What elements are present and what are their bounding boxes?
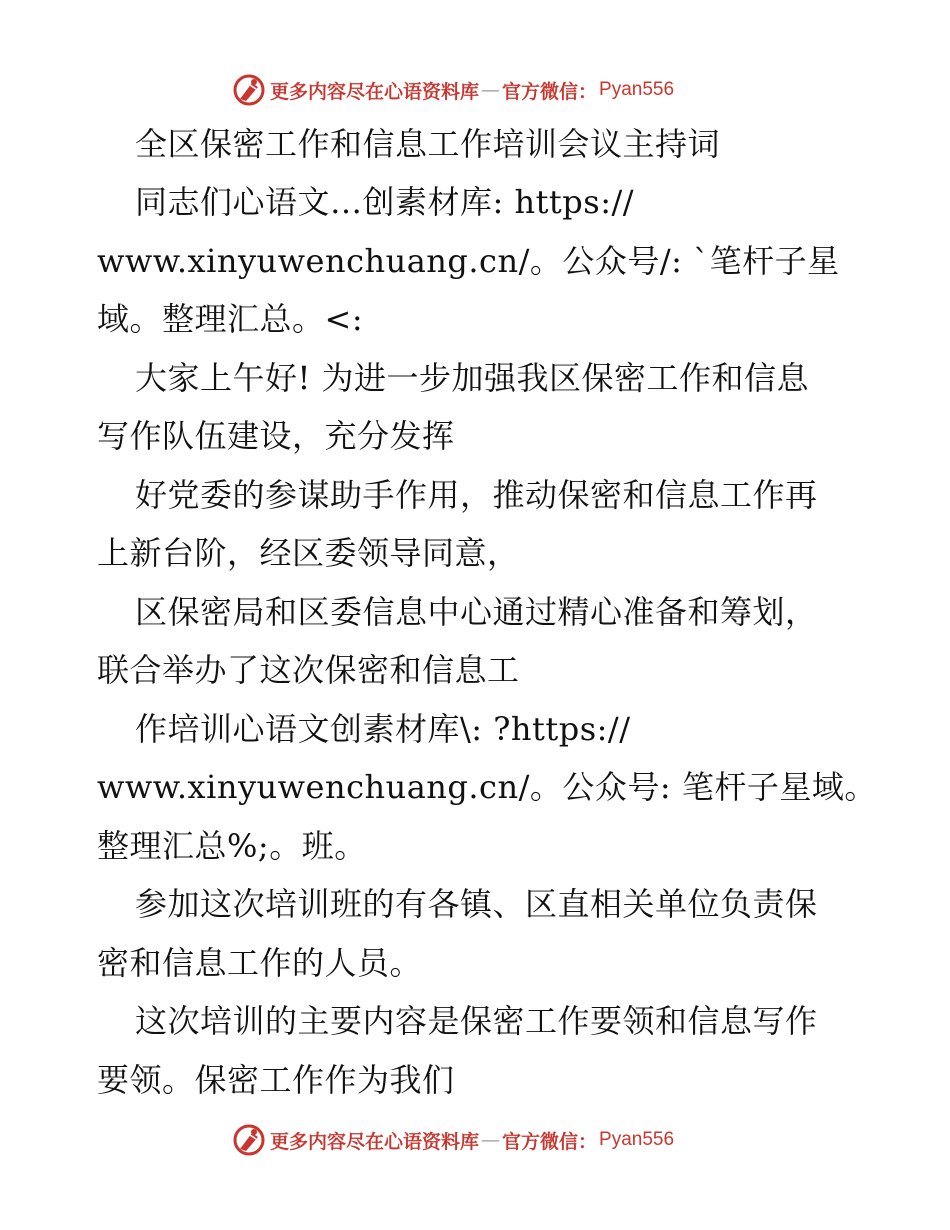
footer-watermark xyxy=(232,1123,712,1157)
text-line: 参加这次培训班的有各镇、区直相关单位负责保 xyxy=(135,885,818,923)
watermark-wechat-label: 官方微信： xyxy=(502,1130,598,1153)
watermark-separator: — xyxy=(481,1129,501,1151)
text-line: www.xinyuwenchuang.cn/。公众号/: `笔杆子星 xyxy=(97,242,840,280)
text-line: 区保密局和区委信息中心通过精心准备和筹划， xyxy=(135,593,818,631)
watermark-wechat-label: 官方微信： xyxy=(502,80,598,103)
text-line: 要领。保密工作作为我们 xyxy=(97,1061,455,1099)
pen-nib-logo-icon xyxy=(232,73,266,107)
text-line: 上新台阶，经区委领导同意， xyxy=(97,534,520,572)
text-line: 写作队伍建设，充分发挥 xyxy=(97,417,455,455)
text-line: 同志们心语文…创素材库: https:// xyxy=(135,183,635,221)
text-line: 联合举办了这次保密和信息工 xyxy=(97,651,520,689)
watermark-wechat-id: Pyan556 xyxy=(599,79,675,100)
text-line: 作培训心语文创素材库\: ?https:// xyxy=(135,710,631,748)
text-line: 密和信息工作的人员。 xyxy=(97,944,423,982)
document-title: 全区保密工作和信息工作培训会议主持词 xyxy=(135,125,721,163)
text-line: 域。整理汇总。<: xyxy=(97,300,364,338)
text-line: 这次培训的主要内容是保密工作要领和信息写作 xyxy=(135,1002,818,1040)
text-line: www.xinyuwenchuang.cn/。公众号: 笔杆子星域。 xyxy=(97,768,877,806)
text-line: 整理汇总%;。班。 xyxy=(97,827,367,865)
watermark-main-text: 更多内容尽在心语资料库 xyxy=(270,1130,480,1153)
pen-nib-logo-icon xyxy=(232,1123,266,1157)
watermark-main-text: 更多内容尽在心语资料库 xyxy=(270,80,480,103)
watermark-separator: — xyxy=(481,79,501,101)
watermark-wechat-id: Pyan556 xyxy=(599,1129,675,1150)
text-line: 大家上午好! 为进一步加强我区保密工作和信息 xyxy=(135,359,810,397)
header-watermark xyxy=(232,73,712,107)
text-line: 好党委的参谋助手作用，推动保密和信息工作再 xyxy=(135,476,818,514)
